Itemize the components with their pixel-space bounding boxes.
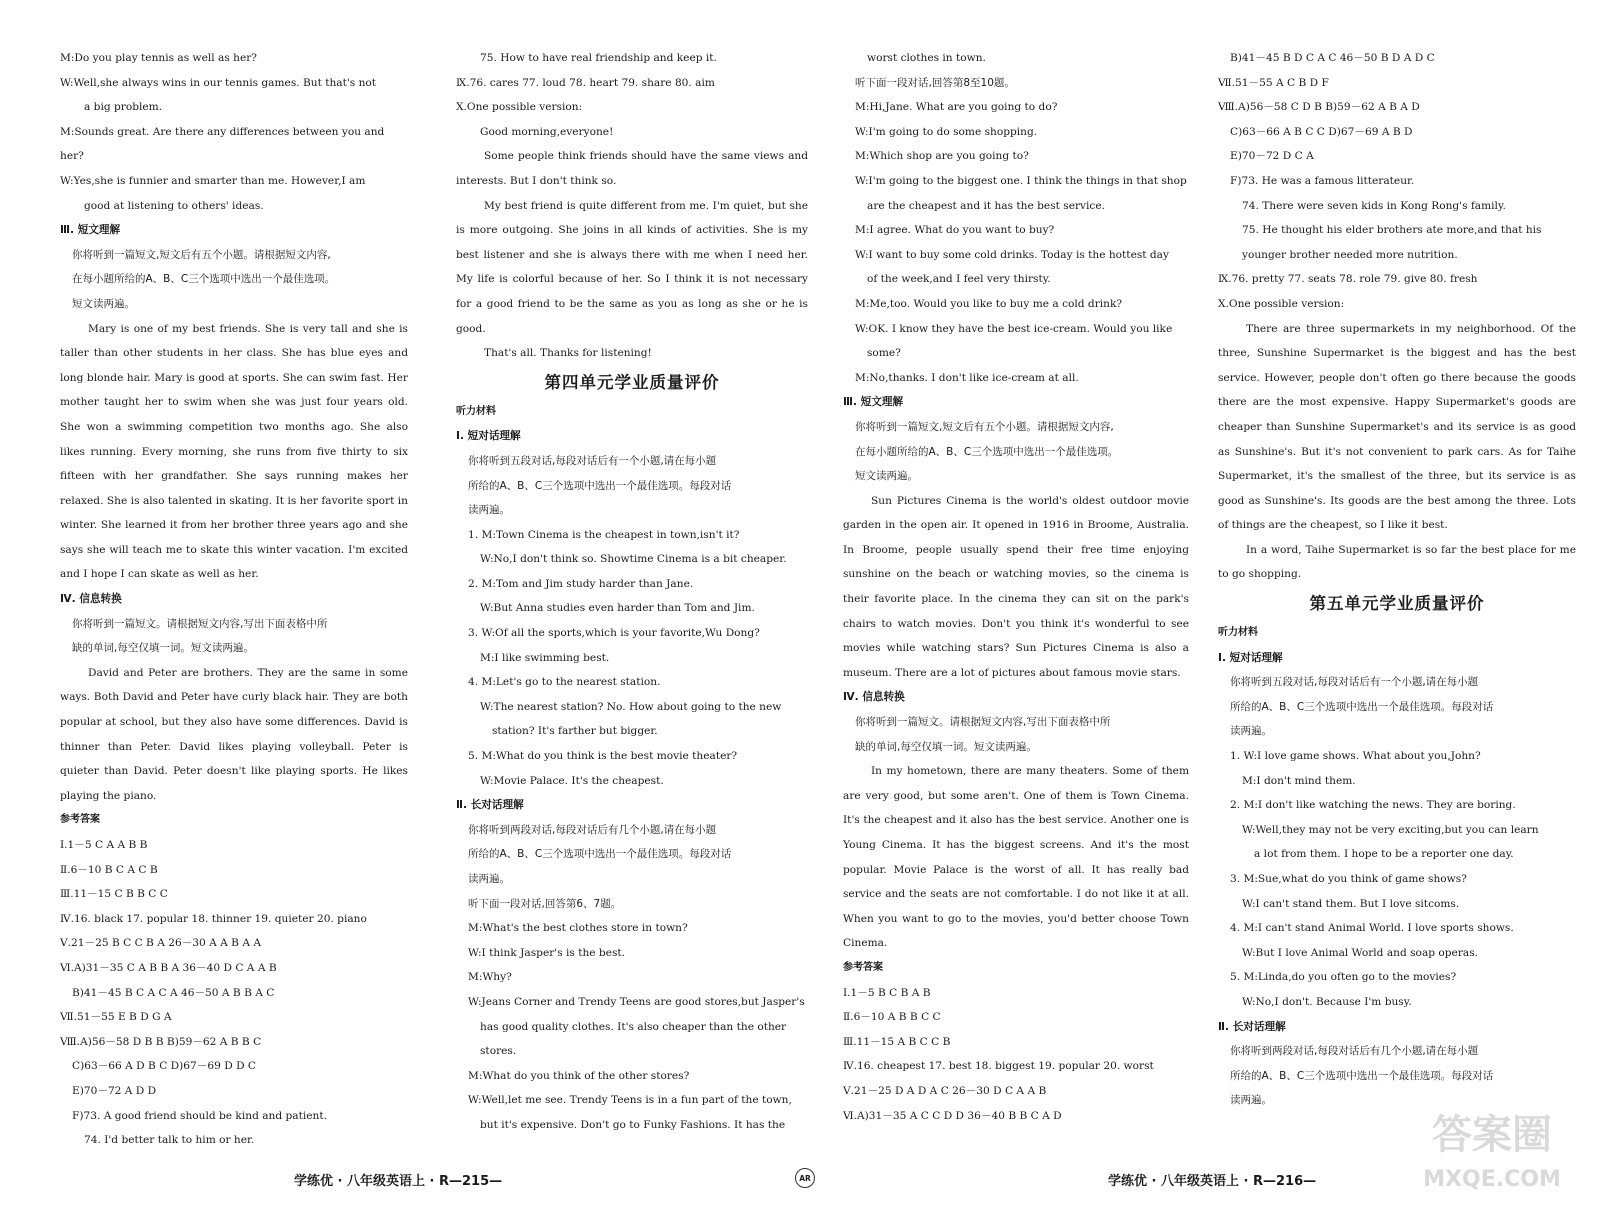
- instruction-line: 短文读两遍。: [855, 470, 918, 483]
- instruction-line: 所给的A、B、C三个选项中选出一个最佳选项。每段对话: [1230, 1069, 1494, 1082]
- answer-key-heading: 参考答案: [843, 961, 883, 973]
- passage-david: David and Peter are brothers. They are the same in some ways. Both David and Peter have curly black hair. They are both popular at school, but they also have some differences. David is thinner than Peter. David likes playing volleyball. Peter is quieter than David. Peter doesn't like playing sports. He likes playing the piano.: [60, 666, 408, 802]
- answer-line: F)73. He was a famous litterateur.: [1230, 174, 1415, 187]
- watermark-text: 答案圈: [1432, 1112, 1552, 1158]
- watermark-logo-icon: [1412, 1100, 1572, 1195]
- instruction-line: 所给的A、B、C三个选项中选出一个最佳选项。每段对话: [1230, 700, 1494, 713]
- instruction-line: 你将听到五段对话,每段对话后有一个小题,请在每小题: [468, 454, 717, 467]
- instruction-line: 读两遍。: [1230, 1094, 1272, 1107]
- answer-line: 75. How to have real friendship and keep it.: [480, 52, 717, 64]
- instruction-line: 你将听到五段对话,每段对话后有一个小题,请在每小题: [1230, 676, 1479, 689]
- column-4: [1218, 46, 1576, 1171]
- passage-mary: Mary is one of my best friends. She is very tall and she is taller than other students in her class. She has blue eyes and long blonde hair. Mary is good at sports. She can swim fast. Her mother taught her to swim when she was just four years old. She won a swimming competition two months ago. She also likes running. Every morning, she runs from five thirty to six fifteen with her grandfather. She says running makes her relaxed. She is also talented in skating. It is her favorite sport in winter. She learned it from her brother three years ago and she says she will teach me to skate this winter vacation. I'm excited and I hope I can skate as well as her.: [60, 322, 408, 581]
- dialogue-line: 4. M:I can't stand Animal World. I love sports shows.: [1230, 922, 1514, 935]
- text-line: Good morning,everyone!: [480, 125, 614, 138]
- dialogue-line: but it's expensive. Don't go to Funky Fashions. It has the: [480, 1118, 786, 1131]
- text-line: M:Do you play tennis as well as her?: [60, 52, 257, 64]
- answer-line: Ⅴ.21－25 D A D A C 26－30 D C A A B: [843, 1084, 1047, 1097]
- answer-line: Ⅵ.A)31－35 C A B B A 36－40 D C A A B: [60, 961, 277, 974]
- dialogue-line: W:I'm going to the biggest one. I think the things in that shop: [855, 174, 1187, 187]
- dialogue-line: a lot from them. I hope to be a reporter one day.: [1254, 848, 1514, 861]
- answer-line: F)73. A good friend should be kind and patient.: [72, 1109, 327, 1122]
- answer-line: Ⅸ.76. cares 77. loud 78. heart 79. share 80. aim: [456, 76, 715, 89]
- page-footer-left: 学练优 · 八年级英语上 · R—215—: [294, 1174, 503, 1189]
- answer-line: E)70－72 A D D: [72, 1084, 157, 1097]
- instruction-line: 在每小题所给的A、B、C三个选项中选出一个最佳选项。: [855, 445, 1119, 458]
- unit-title: 第五单元学业质量评价: [1309, 594, 1485, 614]
- dialogue-line: 4. M:Let's go to the nearest station.: [468, 676, 661, 689]
- answer-line: C)63－66 A B C C D)67－69 A B D: [1230, 125, 1413, 138]
- instruction-line: 你将听到两段对话,每段对话后有几个小题,请在每小题: [1230, 1045, 1479, 1058]
- listening-material-label: 听力材料: [456, 405, 496, 417]
- section-heading: Ⅰ. 短对话理解: [456, 430, 521, 443]
- dialogue-line: W:I'm going to do some shopping.: [855, 125, 1038, 138]
- dialogue-line: W:Jeans Corner and Trendy Teens are good stores,but Jasper's: [468, 995, 805, 1008]
- dialogue-line: 3. W:Of all the sports,which is your favorite,Wu Dong?: [468, 627, 760, 640]
- instruction-line: 读两遍。: [1230, 725, 1272, 738]
- dialogue-line: 2. M:Tom and Jim study harder than Jane.: [468, 577, 694, 590]
- answer-line: Ⅳ.16. black 17. popular 18. thinner 19. quieter 20. piano: [60, 912, 367, 925]
- passage-sun-pictures: Sun Pictures Cinema is the world's oldest outdoor movie garden in the open air. It opened in 1916 in Broome, Australia. In Broome, people usually spend their free time enjoying sunshine on the beach or watching movies, so the cinema is their favorite place. In the cinema they can sit on the park's chairs to watch movies. Don't you think it's wonderful to see movies while watching stars? Sun Pictures Cinema is also a museum. There are a lot of pictures about famous movie stars.: [843, 494, 1189, 679]
- dialogue-line: W:No,I don't. Because I'm busy.: [1242, 995, 1412, 1008]
- answer-line: B)41－45 B C A C A 46－50 A B B A C: [72, 986, 275, 999]
- dialogue-line: W:OK. I know they have the best ice-cream. Would you like: [855, 322, 1173, 335]
- essay-paragraph: That's all. Thanks for listening!: [484, 347, 652, 360]
- page-footer-right: 学练优 · 八年级英语上 · R—216—: [1108, 1174, 1317, 1189]
- dialogue-line: W:But Anna studies even harder than Tom and Jim.: [480, 602, 755, 615]
- essay-paragraph: Some people think friends should have the same views and interests. But I don't think so.: [456, 150, 808, 187]
- section-heading: Ⅰ. 短对话理解: [1218, 651, 1283, 664]
- instruction-line: 所给的A、B、C三个选项中选出一个最佳选项。每段对话: [468, 479, 732, 492]
- dialogue-line: M:What do you think of the other stores?: [468, 1069, 690, 1082]
- column-1: [60, 46, 408, 1171]
- answer-key-heading: 参考答案: [60, 814, 100, 826]
- instruction-line: 你将听到一篇短文,短文后有五个小题。请根据短文内容,: [72, 248, 331, 261]
- answer-line: Ⅵ.A)31－35 A C C D D 36－40 B B C A D: [843, 1109, 1062, 1122]
- instruction-line: 读两遍。: [468, 873, 510, 885]
- instruction-line: 在每小题所给的A、B、C三个选项中选出一个最佳选项。: [72, 273, 336, 286]
- answer-line: Ⅷ.A)56－58 D B B B)59－62 A B B C: [60, 1035, 262, 1048]
- column-3: [843, 46, 1189, 1171]
- dialogue-line: M:Hi,Jane. What are you going to do?: [855, 101, 1058, 114]
- instruction-line: 读两遍。: [468, 504, 510, 517]
- answer-line: Ⅱ.6－10 A B B C C: [843, 1011, 941, 1024]
- answer-line: B)41－45 B D C A C 46－50 B D A D C: [1230, 52, 1435, 64]
- section-heading: Ⅳ. 信息转换: [843, 691, 905, 704]
- answer-line: 74. I'd better talk to him or her.: [84, 1134, 255, 1147]
- instruction-line: 听下面一段对话,回答第6、7题。: [468, 897, 622, 910]
- unit-title: 第四单元学业质量评价: [544, 372, 720, 392]
- dialogue-line: some?: [867, 347, 901, 360]
- answer-line: Ⅹ.One possible version:: [1218, 297, 1345, 310]
- dialogue-line: has good quality clothes. It's also cheaper than the other: [480, 1020, 787, 1033]
- column-2: [456, 46, 808, 1171]
- text-line: a big problem.: [84, 101, 163, 114]
- dialogue-line: W:I want to buy some cold drinks. Today is the hottest day: [855, 248, 1169, 261]
- dialogue-line: M:I don't mind them.: [1242, 774, 1356, 787]
- instruction-line: 听下面一段对话,回答第8至10题。: [855, 76, 1015, 89]
- watermark-url: MXQE.COM: [1423, 1167, 1561, 1192]
- answer-line: Ⅰ.1－5 B C B A B: [843, 986, 931, 999]
- dialogue-line: 5. M:What do you think is the best movie theater?: [468, 750, 738, 763]
- dialogue-line: W:The nearest station? No. How about going to the new: [480, 700, 782, 713]
- text-line: good at listening to others' ideas.: [84, 199, 264, 212]
- dialogue-line: 2. M:I don't like watching the news. They are boring.: [1230, 799, 1516, 812]
- essay-paragraph: In a word, Taihe Supermarket is so far the best place for me to go shopping.: [1218, 543, 1576, 581]
- listening-material-label: 听力材料: [1218, 627, 1258, 639]
- section-heading: Ⅳ. 信息转换: [60, 593, 122, 606]
- text-line: W:Yes,she is funnier and smarter than me. However,I am: [60, 174, 366, 187]
- essay-paragraph: My best friend is quite different from me. I'm quiet, but she is more outgoing. She joins in all kinds of activities. She is my best listener and she is always there with me when I need her. My life is colorful because of her. So I think it is not necessary for a good friend to be the same as you as long as she or he is good.: [456, 199, 808, 335]
- dialogue-line: W:But I love Animal World and soap operas.: [1242, 946, 1479, 959]
- instruction-line: 短文读两遍。: [72, 297, 135, 310]
- dialogue-line: M:Which shop are you going to?: [855, 150, 1029, 163]
- instruction-line: 你将听到一篇短文。请根据短文内容,写出下面表格中所: [72, 617, 328, 630]
- dialogue-line: 3. M:Sue,what do you think of game shows?: [1230, 873, 1467, 885]
- answer-line: Ⅲ.11－15 A B C C B: [843, 1035, 951, 1048]
- dialogue-line: stores.: [480, 1045, 517, 1058]
- dialogue-line: W:Movie Palace. It's the cheapest.: [480, 774, 664, 787]
- answer-line: Ⅶ.51－55 A C B D F: [1218, 76, 1329, 89]
- dialogue-line: M:What's the best clothes store in town?: [468, 922, 688, 935]
- answer-line: Ⅷ.A)56－58 C D B B)59－62 A B A D: [1218, 101, 1420, 114]
- essay-paragraph: There are three supermarkets in my neighborhood. Of the three, Sunshine Supermarket is the biggest and has the best service. However, people don't often go there because the goods there are the most expensive. Happy Supermarket's goods are cheaper than Sunshine Supermarket's and its service is as good as Sunshine's. But it's not convenient to park cars. As for Taihe Supermarket, it's the smallest of the three, but its service is as good as Sunshine's. Its goods are the best among the three. Lots of things are the cheapest, so I like it best.: [1218, 322, 1576, 532]
- section-heading: Ⅱ. 长对话理解: [456, 799, 524, 812]
- section-heading: Ⅱ. 长对话理解: [1218, 1020, 1286, 1033]
- answer-line: Ⅲ.11－15 C B B C C: [60, 888, 168, 901]
- answer-line: Ⅳ.16. cheapest 17. best 18. biggest 19. popular 20. worst: [843, 1060, 1154, 1073]
- publisher-logo-icon: AR: [795, 1168, 815, 1188]
- answer-line: Ⅹ.One possible version:: [456, 101, 583, 114]
- instruction-line: 你将听到两段对话,每段对话后有几个小题,请在每小题: [468, 823, 717, 836]
- dialogue-line: W:I can't stand them. But I love sitcoms.: [1242, 897, 1460, 910]
- dialogue-line: W:No,I don't think so. Showtime Cinema is a bit cheaper.: [480, 553, 787, 566]
- section-heading: Ⅲ. 短文理解: [843, 396, 904, 409]
- instruction-line: 缺的单词,每空仅填一词。短文读两遍。: [72, 642, 254, 655]
- dialogue-line: worst clothes in town.: [867, 52, 986, 64]
- passage-hometown: In my hometown, there are many theaters. Some of them are very good, but some aren't. One of them is Town Cinema. It's the cheapest and it also has the best service. Another one is Young Cinema. It has the biggest screens. And it's the most popular. Movie Palace is the worst of all. It has really bad service and the seats are not comfortable. I do not like it at all. When you want to go to the movies, you'd better choose Town Cinema.: [843, 765, 1189, 950]
- answer-line: C)63－66 A D B C D)67－69 D D C: [72, 1060, 257, 1073]
- dialogue-line: M:I like swimming best.: [480, 651, 610, 664]
- instruction-line: 缺的单词,每空仅填一词。短文读两遍。: [855, 740, 1037, 753]
- answer-line: 74. There were seven kids in Kong Rong's family.: [1242, 199, 1506, 212]
- dialogue-line: are the cheapest and it has the best service.: [867, 199, 1105, 212]
- answer-line: younger brother needed more nutrition.: [1242, 248, 1458, 261]
- section-heading: Ⅲ. 短文理解: [60, 224, 121, 237]
- text-line: M:Sounds great. Are there any differences between you and her?: [60, 125, 385, 163]
- dialogue-line: M:No,thanks. I don't like ice-cream at all.: [855, 371, 1079, 384]
- dialogue-line: M:Me,too. Would you like to buy me a cold drink?: [855, 297, 1123, 310]
- dialogue-line: M:Why?: [468, 971, 512, 984]
- answer-line: Ⅶ.51－55 E B D G A: [60, 1011, 172, 1024]
- dialogue-line: W:Well,they may not be very exciting,but you can learn: [1242, 823, 1539, 836]
- dialogue-line: W:Well,let me see. Trendy Teens is in a fun part of the town,: [468, 1094, 792, 1107]
- answer-line: Ⅸ.76. pretty 77. seats 78. role 79. give 80. fresh: [1218, 273, 1478, 286]
- dialogue-line: M:I agree. What do you want to buy?: [855, 224, 1055, 237]
- dialogue-line: 5. M:Linda,do you often go to the movies?: [1230, 971, 1457, 984]
- instruction-line: 你将听到一篇短文。请根据短文内容,写出下面表格中所: [855, 716, 1111, 729]
- answer-line: Ⅰ.1－5 C A A B B: [60, 839, 148, 851]
- answer-line: E)70－72 D C A: [1230, 150, 1314, 163]
- dialogue-line: 1. W:I love game shows. What about you,John?: [1230, 750, 1481, 763]
- dialogue-line: 1. M:Town Cinema is the cheapest in town,isn't it?: [468, 528, 740, 541]
- dialogue-line: of the week,and I feel very thirsty.: [867, 273, 1051, 286]
- dialogue-line: station? It's farther but bigger.: [492, 725, 658, 738]
- instruction-line: 你将听到一篇短文,短文后有五个小题。请根据短文内容,: [855, 420, 1114, 433]
- answer-line: Ⅱ.6－10 B C A C B: [60, 863, 158, 876]
- instruction-line: 所给的A、B、C三个选项中选出一个最佳选项。每段对话: [468, 848, 732, 861]
- text-line: W:Well,she always wins in our tennis games. But that's not: [60, 76, 377, 89]
- answer-line: Ⅴ.21－25 B C C B A 26－30 A A B A A: [60, 937, 261, 950]
- dialogue-line: W:I think Jasper's is the best.: [468, 946, 626, 959]
- answer-line: 75. He thought his elder brothers ate more,and that his: [1242, 224, 1542, 237]
